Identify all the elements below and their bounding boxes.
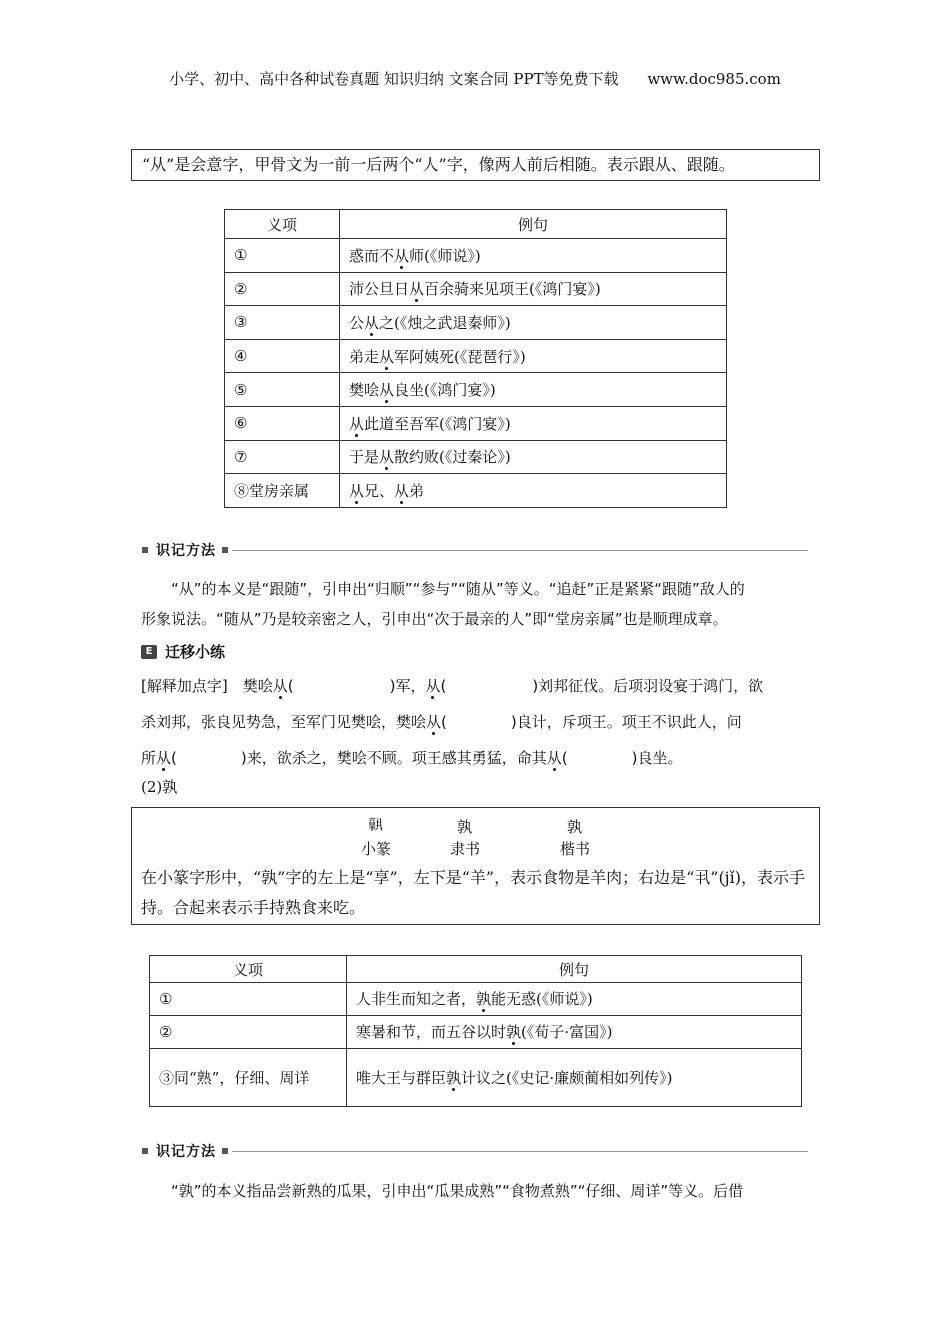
section-header-memorize-2 bbox=[142, 1141, 808, 1161]
example-cell: 沛公旦日从百余骑来见项王(《鸿门宴》) bbox=[340, 272, 727, 306]
example-cell: 唯大王与群臣孰计议之(《史记·廉颇蔺相如列传》) bbox=[347, 1049, 802, 1107]
header-example: 例句 bbox=[340, 210, 727, 239]
senses-table-cong bbox=[224, 209, 727, 508]
table-header-row bbox=[225, 210, 727, 239]
dotted-char: 从 bbox=[426, 713, 442, 731]
sense-cell: ⑦ bbox=[225, 440, 340, 474]
box-explanation: 在小篆字形中，“孰”字的左上是“享”，左下是“羊”，表示食物是羊肉；右边是“丮”(jǐ)，表示手持。合起来表示手持熟食来吃。 bbox=[141, 868, 806, 917]
table-row bbox=[225, 373, 727, 407]
page-header bbox=[0, 68, 950, 89]
example-cell: 寒暑和节，而五谷以时孰(《荀子·富国》) bbox=[347, 1016, 802, 1049]
dotted-char: 孰 bbox=[446, 1068, 462, 1087]
glyph-labels bbox=[132, 838, 821, 860]
intro-text: “从”是会意字，甲骨文为一前一后两个“人”字，像两人前后相随。表示跟从、跟随。 bbox=[142, 155, 735, 174]
section-header-memorize bbox=[142, 540, 808, 560]
dotted-char: 从 bbox=[349, 414, 365, 433]
glyph-row bbox=[132, 816, 821, 836]
practice-header bbox=[141, 641, 225, 662]
sense-cell: ③同“熟”，仔细、周详 bbox=[150, 1049, 347, 1107]
example-cell: 樊哙从良坐(《鸿门宴》) bbox=[340, 373, 727, 407]
dotted-char: 从 bbox=[349, 481, 365, 500]
bullet-square-icon bbox=[222, 1148, 228, 1154]
regular-script-glyph: 孰 bbox=[567, 818, 583, 836]
sense-cell: ② bbox=[150, 1016, 347, 1049]
section-label: 识记方法 bbox=[156, 1144, 216, 1160]
example-cell: 惑而不从师(《师说》) bbox=[340, 239, 727, 273]
sense-cell: ③ bbox=[225, 306, 340, 340]
dotted-char: 从 bbox=[272, 677, 288, 695]
intro-box bbox=[131, 149, 820, 181]
practice-paragraph bbox=[141, 668, 811, 776]
dotted-char: 从 bbox=[156, 749, 172, 767]
memorize-paragraph-2 bbox=[141, 1176, 811, 1206]
table-header-row bbox=[150, 956, 802, 983]
clerical-script-glyph: 孰 bbox=[457, 818, 473, 836]
sense-cell: ⑥ bbox=[225, 406, 340, 440]
example-cell: 从兄、从弟 bbox=[340, 474, 727, 508]
dotted-char: 从 bbox=[394, 481, 410, 500]
section-label: 识记方法 bbox=[156, 543, 216, 559]
practice-title: 迁移小练 bbox=[165, 643, 226, 661]
example-cell: 人非生而知之者，孰能无惑(《师说》) bbox=[347, 983, 802, 1016]
sense-cell: ② bbox=[225, 272, 340, 306]
table-row bbox=[150, 1016, 802, 1049]
example-cell: 弟走从军阿姨死(《琵琶行》) bbox=[340, 339, 727, 373]
paragraph-line: “孰”的本义指品尝新熟的瓜果，引申出“瓜果成熟”“食物煮熟”“仔细、周详”等义。后借 bbox=[171, 1182, 744, 1200]
table-row bbox=[225, 440, 727, 474]
label-clerical: 隶书 bbox=[450, 840, 481, 858]
sense-cell: ① bbox=[150, 983, 347, 1016]
label-seal: 小篆 bbox=[361, 840, 392, 858]
practice-line: [解释加点字] 樊哙从( )军，从( )刘邦征伐。后项羽设宴于鸿门，欲 bbox=[141, 677, 764, 695]
subsection-title: (2)孰 bbox=[141, 778, 178, 796]
divider bbox=[232, 550, 808, 551]
bullet-square-icon bbox=[142, 547, 148, 553]
table-row bbox=[150, 983, 802, 1016]
header-title: 小学、初中、高中各种试卷真题 知识归纳 文案合同 PPT等免费下载 bbox=[169, 70, 619, 88]
character-forms-box bbox=[131, 807, 820, 925]
practice-line: 所从( )来，欲杀之，樊哙不顾。项王感其勇猛，命其从( )良坐。 bbox=[141, 749, 683, 767]
header-url[interactable]: www.doc985.com bbox=[647, 70, 781, 88]
dotted-char: 从 bbox=[379, 381, 395, 400]
sense-cell: ⑧堂房亲属 bbox=[225, 474, 340, 508]
bullet-square-icon bbox=[222, 547, 228, 553]
sense-cell: ⑤ bbox=[225, 373, 340, 407]
bullet-square-icon bbox=[142, 1148, 148, 1154]
sense-cell: ① bbox=[225, 239, 340, 273]
dotted-char: 从 bbox=[425, 677, 441, 695]
dotted-char: 孰 bbox=[506, 1023, 522, 1041]
header-sense: 义项 bbox=[225, 210, 340, 239]
header-sense: 义项 bbox=[150, 956, 347, 983]
label-regular: 楷书 bbox=[560, 840, 591, 858]
paragraph-line: 形象说法。“随从”乃是较亲密之人，引申出“次于最亲的人”即“堂房亲属”也是顺理成章。 bbox=[141, 610, 728, 628]
dotted-char: 从 bbox=[409, 280, 425, 299]
table-row bbox=[225, 306, 727, 340]
dotted-char: 从 bbox=[379, 448, 395, 467]
practice-line: 杀刘邦，张良见势急，至军门见樊哙，樊哙从( )良计，斥项王。项王不识此人，问 bbox=[141, 713, 742, 731]
dotted-char: 从 bbox=[379, 347, 395, 366]
memorize-paragraph bbox=[141, 574, 811, 634]
header-example: 例句 bbox=[347, 956, 802, 983]
table-row bbox=[150, 1049, 802, 1107]
divider bbox=[232, 1151, 808, 1152]
paragraph-line: “从”的本义是“跟随”，引申出“归顺”“参与”“随从”等义。“追赶”正是紧紧“跟随”敌人的 bbox=[171, 580, 745, 598]
example-cell: 公从之(《烛之武退秦师》) bbox=[340, 306, 727, 340]
table-row bbox=[225, 339, 727, 373]
example-cell: 从此道至吾军(《鸿门宴》) bbox=[340, 406, 727, 440]
senses-table-shu bbox=[149, 955, 802, 1107]
example-cell: 于是从散约败(《过秦论》) bbox=[340, 440, 727, 474]
table-row bbox=[225, 474, 727, 508]
sense-cell: ④ bbox=[225, 339, 340, 373]
dotted-char: 孰 bbox=[476, 990, 492, 1008]
dotted-char: 从 bbox=[364, 313, 380, 332]
table-row bbox=[225, 406, 727, 440]
dotted-char: 从 bbox=[546, 749, 562, 767]
practice-icon: E bbox=[141, 645, 157, 659]
table-row bbox=[225, 272, 727, 306]
seal-script-glyph: 𦏧 bbox=[368, 816, 384, 834]
dotted-char: 从 bbox=[394, 246, 410, 265]
table-row bbox=[225, 239, 727, 273]
